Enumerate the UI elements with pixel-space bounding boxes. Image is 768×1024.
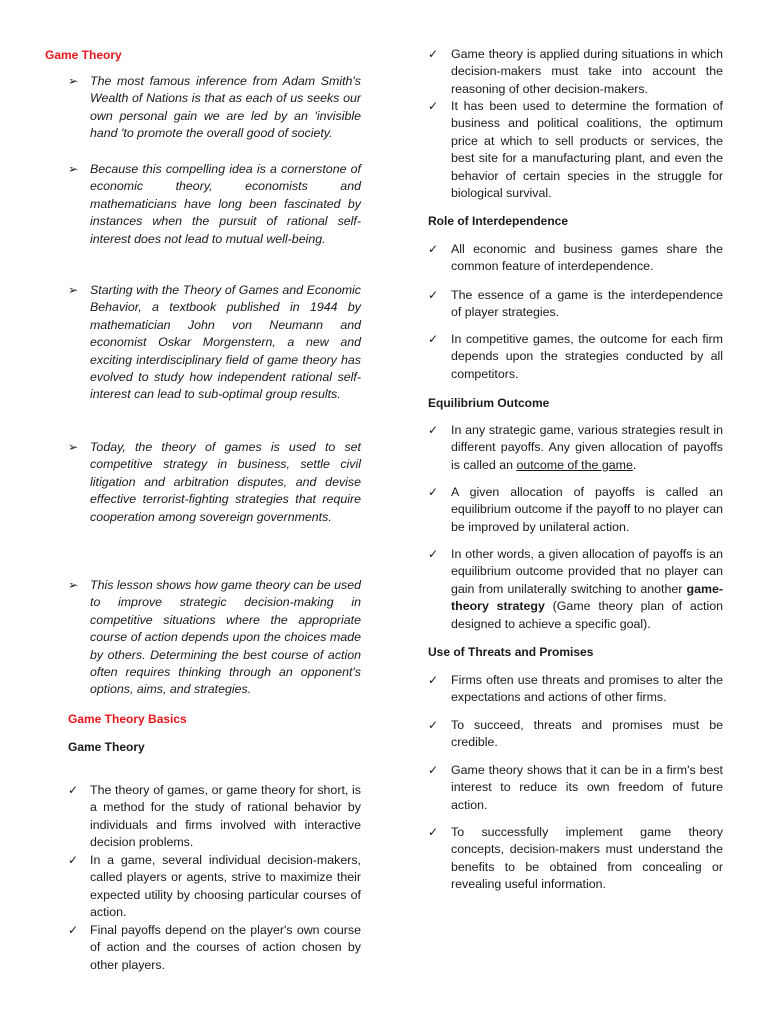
check-icon: ✓ [428,547,439,561]
interdependence-item-3: In competitive games, the outcome for each firm depends upon the strategies conducted by all competitors. [451,332,723,381]
check-icon: ✓ [68,853,79,867]
outcome-of-the-game-link: outcome of the game [516,457,633,472]
check-icon: ✓ [428,825,439,839]
check-icon: ✓ [428,99,439,113]
check-icon: ✓ [428,485,439,499]
intro-item-2: Because this compelling idea is a cornerstone of economic theory, economists and mathematicians have long been fascinated by instances when the pursuit of rational self-interest does not lead to mutual well-being. [90,162,361,246]
equilibrium-item-1-text: In any strategic game, various strategies result in different payoffs. Any given allocation of payoffs is called an [451,423,723,472]
arrow-bullet-icon: ➢ [68,578,79,592]
applied-item: Game theory is applied during situations in which decision-makers must take into account the reasoning of other decision-makers. [451,47,723,96]
arrow-bullet-icon: ➢ [68,74,79,88]
check-icon: ✓ [428,47,439,61]
equilibrium-item-1 [451,422,723,474]
equilibrium-item-3 [451,546,723,633]
equilibrium-item-1-end: . [632,457,637,472]
check-icon: ✓ [428,242,439,256]
threats-item-4: To successfully implement game theory concepts, decision-makers must understand the benefits to be obtained from concealing or revealing useful information. [451,825,723,892]
check-icon: ✓ [428,673,439,687]
section-title-basics: Game Theory Basics [68,712,187,726]
arrow-bullet-icon: ➢ [68,440,79,454]
check-icon: ✓ [68,923,79,937]
game-theory-item-2: In a game, several individual decision-makers, called players or agents, strive to maximize their expected utility by choosing particular courses of action. [90,853,361,920]
interdependence-item-2: The essence of a game is the interdependence of player strategies. [451,288,723,320]
section-title-threats: Use of Threats and Promises [428,645,594,659]
intro-item-3: Starting with the Theory of Games and Economic Behavior, a textbook published in 1944 by mathematician John von Neumann and economist Oskar Morgenstern, a new and exciting interdisciplinary field of game theory has evolved to study how independent rational self-interest can lead to sub-optimal group results. [90,283,361,402]
game-theory-strategy-term: game-theory strategy [451,581,723,614]
threats-item-2: To succeed, threats and promises must be credible. [451,718,723,750]
section-title-equilibrium: Equilibrium Outcome [428,396,550,410]
intro-item-4: Today, the theory of games is used to set competitive strategy in business, settle civil litigation and arbitration disputes, and devise effective terrorist-fighting strategies that require cooperation among sovereign governments. [90,440,361,524]
check-icon: ✓ [428,718,439,732]
check-icon: ✓ [68,783,79,797]
game-theory-item-1: The theory of games, or game theory for short, is a method for the study of rational behavior by individuals and firms involved with interactive decision problems. [90,783,361,850]
equilibrium-item-3-end: (Game theory plan of action designed to achieve a specific goal). [451,599,723,631]
game-theory-item-3: Final payoffs depend on the player's own course of action and the courses of action chosen by other players. [90,923,361,972]
section-title-interdependence: Role of Interdependence [428,214,569,228]
threats-item-1: Firms often use threats and promises to alter the expectations and actions of other firms. [451,673,723,705]
intro-item-5: This lesson shows how game theory can be used to improve strategic decision-making in competitive situations where the appropriate course of action depends upon the choices made by others. Determining the best course of action often requires thinking through an opponent's options, aims, and strategies. [90,578,361,697]
arrow-bullet-icon: ➢ [68,162,79,176]
threats-item-3: Game theory shows that it can be in a firm's best interest to reduce its own freedom of future action. [451,763,723,812]
check-icon: ✓ [428,332,439,346]
interdependence-item-1: All economic and business games share the common feature of interdependence. [451,242,723,274]
check-icon: ✓ [428,423,439,437]
equilibrium-item-3-text: In other words, a given allocation of payoffs is an equilibrium outcome provided that no player can gain from unilaterally switching to another [451,547,723,596]
equilibrium-item-2: A given allocation of payoffs is called an equilibrium outcome if the payoff to no player can be improved by unilateral action. [451,485,723,534]
intro-item-1: The most famous inference from Adam Smith's Wealth of Nations is that as each of us seeks our own personal gain we are led by an 'invisible hand 'to promote the overall good of society. [90,74,361,141]
subsection-title-game-theory: Game Theory [68,740,145,754]
check-icon: ✓ [428,288,439,302]
page-title: Game Theory [45,48,122,62]
coalitions-item: It has been used to determine the formation of business and political coalitions, the optimum price at which to sell products or services, the best site for a manufacturing plant, and even the behavior of certain species in the struggle for biological survival. [451,99,723,201]
check-icon: ✓ [428,763,439,777]
arrow-bullet-icon: ➢ [68,283,79,297]
